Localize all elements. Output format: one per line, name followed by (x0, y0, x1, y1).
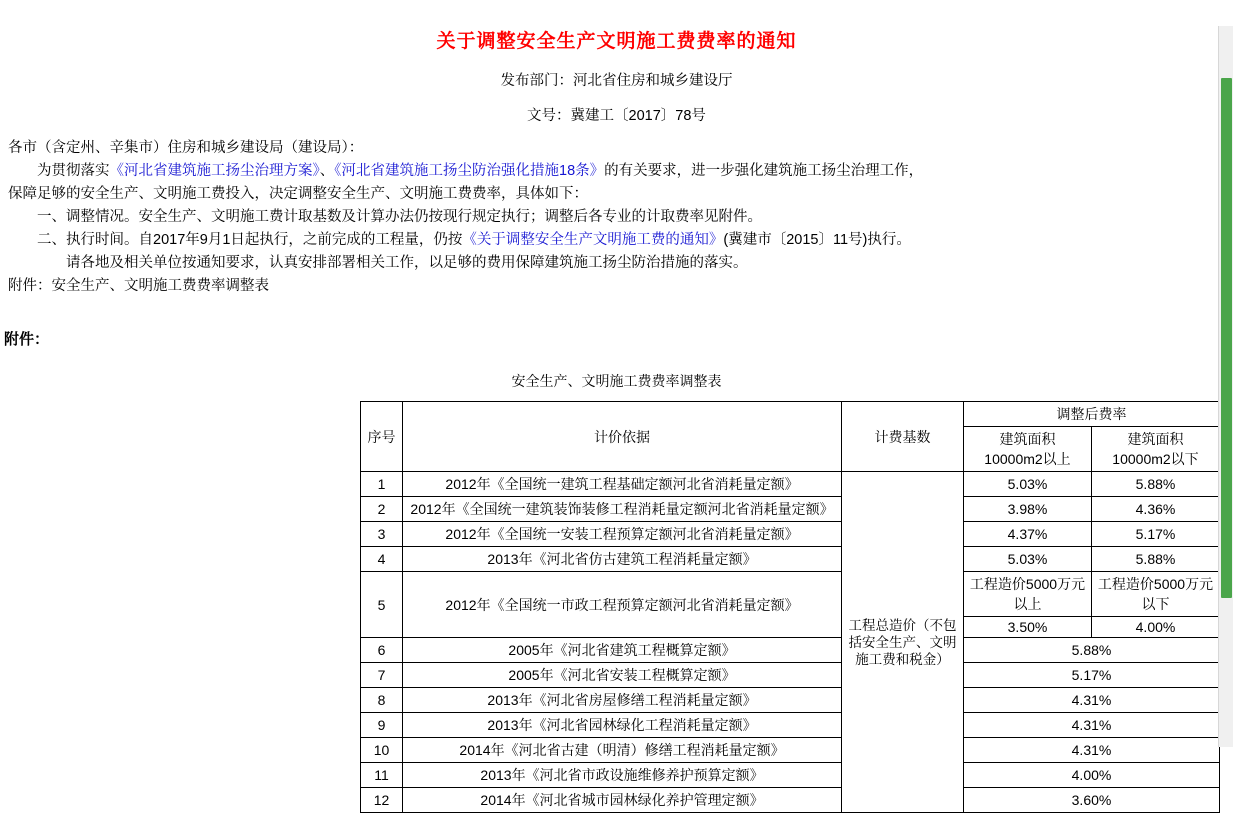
table-row (361, 522, 1220, 547)
header-adjusted-rate: 调整后费率 (964, 402, 1220, 427)
header-area-over (964, 427, 1092, 472)
row-rate: 4.00% (964, 763, 1220, 788)
table-row (361, 688, 1220, 713)
table-row (361, 638, 1220, 663)
body-text (0, 137, 1233, 298)
paragraph-7: 附件：安全生产、文明施工费费率调整表 (8, 278, 269, 294)
fee-rate-table (360, 401, 1220, 813)
row-basis: 2013年《河北省园林绿化工程消耗量定额》 (403, 713, 842, 738)
scrollbar-thumb[interactable] (1221, 78, 1232, 598)
row-no: 2 (361, 497, 403, 522)
row-basis: 2014年《河北省古建（明清）修缮工程消耗量定额》 (403, 738, 842, 763)
table-row (361, 713, 1220, 738)
header-area-under (1092, 427, 1220, 472)
header-area-over-line1: 建筑面积 (999, 431, 1056, 447)
table-row (361, 547, 1220, 572)
row-basis: 2012年《全国统一安装工程预算定额河北省消耗量定额》 (403, 522, 842, 547)
table-header-row-1 (361, 402, 1220, 427)
row-rate-over: 5.03% (964, 472, 1092, 497)
row-no: 10 (361, 738, 403, 763)
table-caption: 安全生产、文明施工费费率调整表 (511, 373, 722, 389)
row-rate-over: 4.37% (964, 522, 1092, 547)
paragraph-6: 请各地及相关单位按通知要求，认真安排部署相关工作，以足够的费用保障建筑施工扬尘防治措施的落实。 (66, 255, 748, 271)
paragraph-2: 为贯彻落实《河北省建筑施工扬尘治理方案》、《河北省建筑施工扬尘防治强化措施18条》的有关要求，进一步强化建筑施工扬尘治理工作， (37, 163, 924, 179)
row5-rate-right: 4.00% (1092, 617, 1220, 638)
row-basis: 2013年《河北省仿古建筑工程消耗量定额》 (403, 547, 842, 572)
row-basis: 2005年《河北省建筑工程概算定额》 (403, 638, 842, 663)
row-basis: 2012年《全国统一市政工程预算定额河北省消耗量定额》 (403, 572, 842, 638)
scrollbar-track[interactable] (1218, 26, 1233, 747)
page-title: 关于调整安全生产文明施工费费率的通知 (436, 31, 797, 52)
row-no: 8 (361, 688, 403, 713)
table-row (361, 763, 1220, 788)
table-row (361, 788, 1220, 813)
table-row (361, 497, 1220, 522)
row-no: 3 (361, 522, 403, 547)
document-number-line: 文号：冀建工〔2017〕78号 (527, 108, 706, 124)
row-rate: 4.31% (964, 688, 1220, 713)
row-rate: 5.17% (964, 663, 1220, 688)
paragraph-5: 二、执行时间。自2017年9月1日起执行，之前完成的工程量，仍按《关于调整安全生产文明施工费的通知》(冀建市〔2015〕11号)执行。 (37, 232, 911, 248)
table-row (361, 663, 1220, 688)
row-no: 11 (361, 763, 403, 788)
row-no: 7 (361, 663, 403, 688)
paragraph-4: 一、调整情况。安全生产、文明施工费计取基数及计算办法仍按现行规定执行；调整后各专业的计取费率见附件。 (37, 209, 762, 225)
header-basis: 计价依据 (403, 402, 842, 472)
table-row-5-sub (361, 572, 1220, 617)
row5-subheader-left: 工程造价5000万元以上 (964, 572, 1092, 617)
row-basis: 2013年《河北省房屋修缮工程消耗量定额》 (403, 688, 842, 713)
row5-subheader-right: 工程造价5000万元以下 (1092, 572, 1220, 617)
row-rate-under: 4.36% (1092, 497, 1220, 522)
row-basis: 2012年《全国统一建筑工程基础定额河北省消耗量定额》 (403, 472, 842, 497)
attachment-label: 附件： (4, 331, 50, 348)
header-no: 序号 (361, 402, 403, 472)
row5-rate-left: 3.50% (964, 617, 1092, 638)
table-row (361, 472, 1220, 497)
row-basis: 2013年《河北省市政设施维修养护预算定额》 (403, 763, 842, 788)
row-basis: 2005年《河北省安装工程概算定额》 (403, 663, 842, 688)
row-no: 5 (361, 572, 403, 638)
header-area-over-line2: 10000m2以上 (984, 451, 1071, 467)
fee-base-cell: 工程总造价（不包括安全生产、文明施工费和税金） (842, 472, 964, 813)
row-rate: 4.31% (964, 713, 1220, 738)
paragraph-3: 保障足够的安全生产、文明施工费投入，决定调整安全生产、文明施工费费率，具体如下： (8, 186, 588, 202)
row-rate: 3.60% (964, 788, 1220, 813)
row-rate-over: 5.03% (964, 547, 1092, 572)
row-no: 12 (361, 788, 403, 813)
row-no: 9 (361, 713, 403, 738)
table-row (361, 738, 1220, 763)
publisher-line: 发布部门：河北省住房和城乡建设厅 (500, 73, 733, 89)
row-rate-under: 5.17% (1092, 522, 1220, 547)
row-rate-under: 5.88% (1092, 472, 1220, 497)
row-no: 4 (361, 547, 403, 572)
header-fee-base: 计费基数 (842, 402, 964, 472)
row-rate-over: 3.98% (964, 497, 1092, 522)
row-no: 1 (361, 472, 403, 497)
row-rate-under: 5.88% (1092, 547, 1220, 572)
row-no: 6 (361, 638, 403, 663)
row-basis: 2014年《河北省城市园林绿化养护管理定额》 (403, 788, 842, 813)
header-area-under-line2: 10000m2以下 (1112, 451, 1199, 467)
row-rate: 4.31% (964, 738, 1220, 763)
document-page (0, 26, 1233, 808)
row-basis: 2012年《全国统一建筑装饰装修工程消耗量定额河北省消耗量定额》 (403, 497, 842, 522)
header-area-under-line1: 建筑面积 (1127, 431, 1184, 447)
paragraph-1: 各市（含定州、辛集市）住房和城乡建设局（建设局）： (8, 140, 364, 156)
row-rate: 5.88% (964, 638, 1220, 663)
